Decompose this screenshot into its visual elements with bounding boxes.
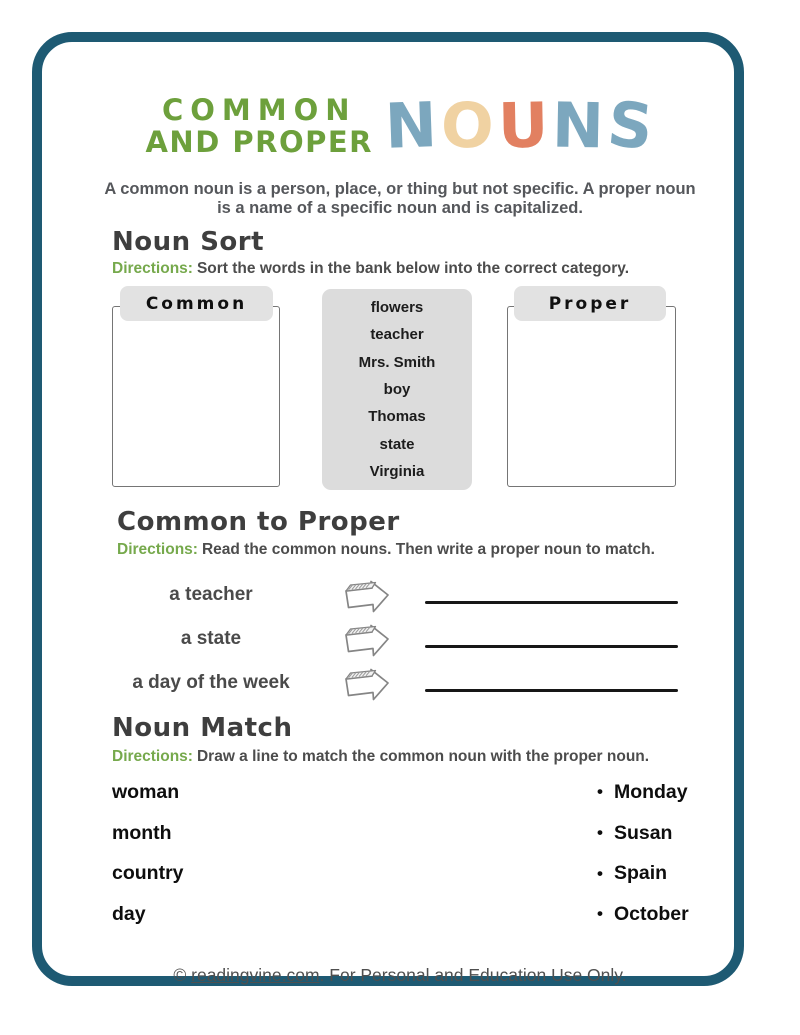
proper-noun-row: [597, 894, 689, 935]
common-sort-box: [112, 306, 280, 487]
nouns-letter-4: N: [551, 88, 605, 163]
common-column-label: Common: [120, 286, 273, 321]
common-noun: country: [112, 862, 184, 885]
word-bank-item: state: [379, 435, 415, 453]
common-noun-list: [112, 772, 184, 935]
nouns-letter-2: O: [439, 88, 495, 163]
word-bank-item: Virginia: [369, 462, 425, 480]
proper-column-label: Proper: [514, 286, 666, 321]
noun-sort-directions: [112, 260, 629, 278]
readingvine-link[interactable]: readingvine.com: [191, 965, 320, 985]
answer-blank-line: [425, 645, 678, 648]
directions-text: Draw a line to match the common noun with the proper noun.: [196, 748, 650, 765]
proper-noun-row: [597, 772, 689, 813]
word-bank-item: Mrs. Smith: [358, 353, 436, 371]
title-common-and-proper: [145, 94, 373, 158]
directions-label: Directions:: [112, 748, 193, 765]
proper-noun: Monday: [613, 780, 688, 803]
common-noun-prompt: a state: [180, 628, 242, 649]
proper-noun-row: [597, 813, 689, 854]
proper-noun-list: [597, 772, 689, 935]
common-to-proper-row: [112, 661, 680, 705]
common-to-proper-heading: Common to Proper: [117, 507, 400, 537]
directions-label: Directions:: [117, 541, 198, 558]
bullet-dot-icon: •: [597, 782, 603, 802]
directions-label: Directions:: [112, 260, 193, 277]
nouns-letter-5: S: [604, 86, 657, 165]
arrow-right-icon: [341, 662, 393, 704]
word-bank-item: teacher: [370, 326, 424, 344]
nouns-letter-3: U: [496, 88, 549, 163]
definition-line-2: is a name of a specific noun and is capitalized.: [217, 199, 583, 217]
directions-text: Read the common nouns. Then write a proper noun to match.: [201, 541, 655, 558]
answer-blank-line: [425, 601, 678, 604]
noun-sort-heading: Noun Sort: [112, 227, 265, 257]
common-noun: woman: [112, 780, 180, 803]
common-noun-prompt: a teacher: [169, 584, 253, 605]
directions-text: Sort the words in the bank below into the correct category.: [196, 260, 630, 277]
bullet-dot-icon: •: [597, 823, 603, 843]
footer-copyright: [0, 965, 800, 986]
proper-noun: Spain: [613, 862, 668, 885]
noun-match-heading: Noun Match: [112, 713, 293, 743]
noun-match-directions: [112, 748, 649, 766]
word-bank-item: flowers: [370, 299, 424, 317]
common-to-proper-row: [112, 573, 680, 617]
bullet-dot-icon: •: [597, 863, 603, 883]
title-line-1: COMMON: [161, 93, 357, 127]
common-noun-prompt: a day of the week: [132, 672, 290, 693]
common-to-proper-directions: [117, 541, 655, 559]
definition-text: [0, 180, 800, 218]
definition-line-1: A common noun is a person, place, or thing but not specific. A proper noun: [104, 180, 696, 198]
common-noun: month: [112, 821, 172, 844]
footer-suffix: . For Personal and Education Use Only.: [319, 965, 627, 985]
proper-sort-box: [507, 306, 676, 487]
copyright-prefix: ©: [173, 965, 192, 985]
word-bank-item: boy: [383, 380, 411, 398]
proper-noun: Susan: [613, 821, 673, 844]
common-to-proper-row: [112, 617, 680, 661]
proper-noun-row: [597, 853, 689, 894]
word-bank-item: Thomas: [368, 408, 426, 426]
nouns-letter-1: N: [383, 88, 439, 163]
arrow-right-icon: [341, 574, 393, 616]
bullet-dot-icon: •: [597, 904, 603, 924]
answer-blank-line: [425, 689, 678, 692]
worksheet-title: [0, 86, 800, 165]
arrow-right-icon: [341, 618, 393, 660]
common-noun: day: [112, 902, 146, 925]
title-nouns: [383, 86, 657, 165]
proper-noun: October: [613, 902, 689, 925]
title-line-2: AND PROPER: [145, 125, 373, 159]
word-bank: [322, 289, 472, 490]
